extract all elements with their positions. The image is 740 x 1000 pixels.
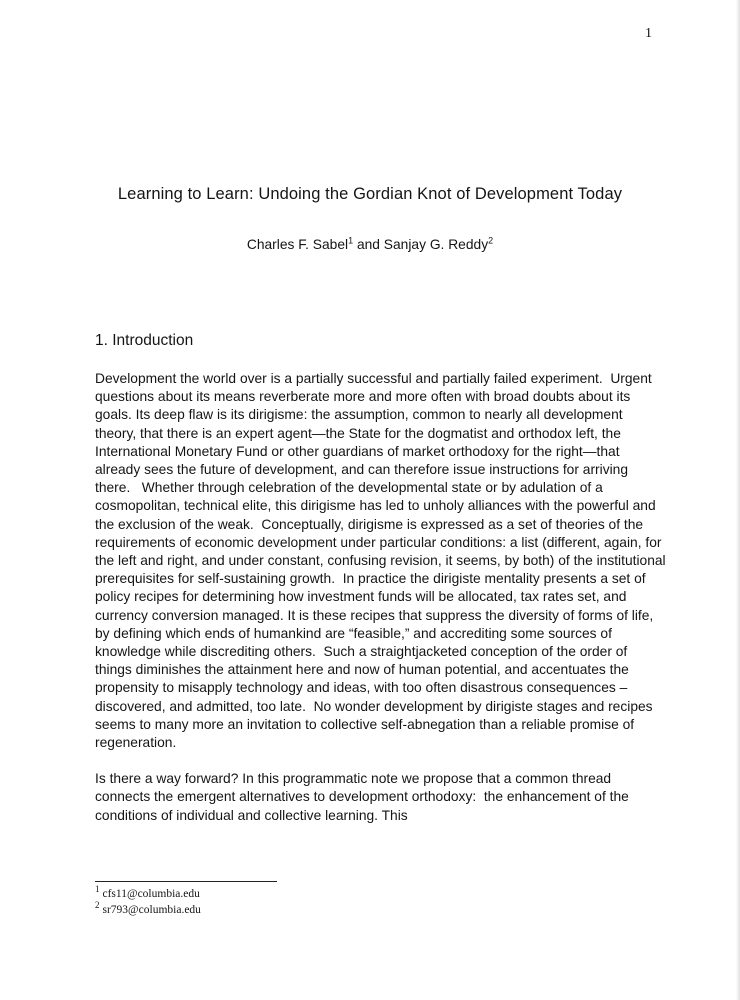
footnote-2 bbox=[95, 902, 655, 918]
footnote-2-text: sr793@columbia.edu bbox=[102, 904, 201, 916]
page-number: 1 bbox=[645, 26, 652, 41]
section-heading-introduction: 1. Introduction bbox=[95, 332, 194, 349]
footnote-1-marker: 1 bbox=[95, 884, 100, 895]
footnote-1-text: cfs11@columbia.edu bbox=[102, 888, 200, 900]
paragraph-2: Is there a way forward? In this programmatic note we propose that a common thread connects the emergent alternatives to development orthodoxy: the enhancement of the conditions of individual and collective learning. This bbox=[95, 771, 633, 823]
author-1: Charles F. Sabel bbox=[246, 237, 349, 252]
paragraph-1: Development the world over is a partially successful and partially failed experiment. Urgent questions about its means reverberate more and more often with broad doubts about its goals. Its deep flaw is its dirigisme: the assumption, common to nearly all development theory, that there is an expert agent—the State for the dogmatist and orthodox left, the International Monetary Fund or other guardians of market orthodoxy for the right—that already sees the future of development, and can therefore issue instructions for arriving there. Whether through celebration of the developmental state or by adulation of a cosmopolitan, technical elite, this dirigisme has led to unholy alliances with the powerful and the exclusion of the weak. Conceptually, dirigisme is expressed as a set of theories of the requirements of economic development under particular conditions: a list (different, again, for the left and right, and under constant, confusing revision, it seems, by both) of the institutional prerequisites for self-sustaining growth. In practice the dirigiste mentality presents a set of policy recipes for determining how investment funds will be allocated, tax rates set, and currency conversion managed. It is these recipes that suppress the diversity of forms of life, by defining which ends of humankind are “feasible,” and accrediting some sources of knowledge while discrediting others. Such a straightjacketed conception of the order of things diminishes the attainment here and now of human potential, and accentuates the propensity to misapply technology and ideas, with too often disastrous consequences – discovered, and admitted, too late. No wonder development by dirigiste stages and recipes seems to many more an invitation to collective self-abnegation than a reliable promise of regeneration. bbox=[95, 371, 670, 751]
author-2: Sanjay G. Reddy bbox=[383, 237, 489, 252]
author-2-footnote-ref: 2 bbox=[488, 235, 494, 246]
body-text bbox=[95, 370, 670, 825]
paper-title: Learning to Learn: Undoing the Gordian Knot of Development Today bbox=[117, 185, 623, 203]
footnotes bbox=[95, 886, 655, 918]
footnote-2-marker: 2 bbox=[95, 900, 100, 911]
footnote-1 bbox=[95, 886, 655, 902]
authors-line bbox=[0, 237, 740, 252]
footnote-separator-rule bbox=[95, 881, 277, 882]
authors-connector: and bbox=[353, 237, 384, 252]
author-1-footnote-ref: 1 bbox=[348, 235, 354, 246]
scan-edge-shadow bbox=[736, 0, 740, 1000]
